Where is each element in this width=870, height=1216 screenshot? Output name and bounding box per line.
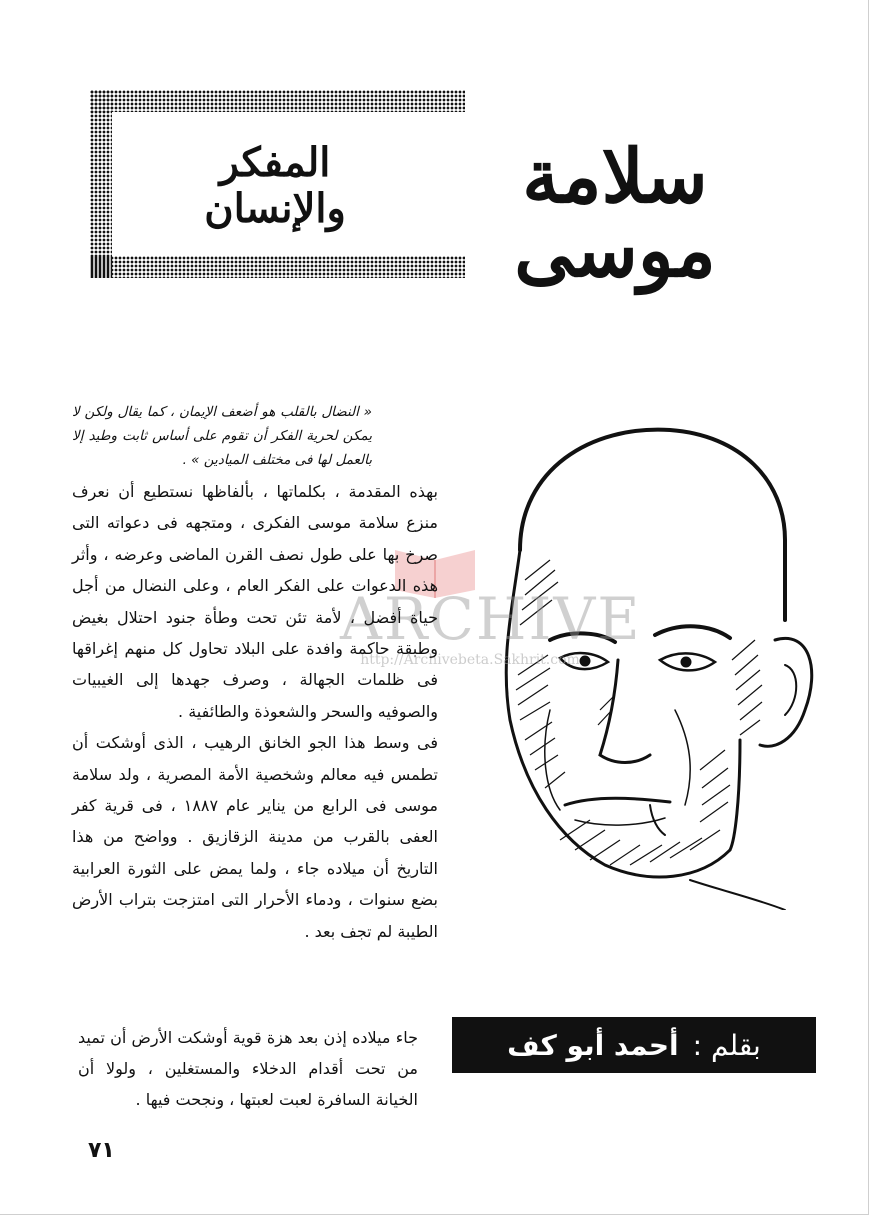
byline-label: بقلم : [692, 1028, 761, 1062]
opening-quote: « النضال بالقلب هو أضعف الإيمان ، كما يقال ولكن لا يمكن لحرية الفكر أن تقوم على أساس ثابت وطيد إلا بالعمل لها فى مختلف الميادين » . [72, 404, 372, 468]
byline-author: أحمد أبو كف [507, 1028, 679, 1062]
title-frame-bottom [90, 256, 465, 278]
subtitle-line-2: والإنسان [204, 185, 346, 232]
watermark-word: ARCHIVE [340, 585, 642, 653]
subtitle-line-1: المفكر [219, 139, 331, 186]
body-paragraph-1: بهذه المقدمة ، بكلماتها ، بألفاظها نستطيع أن نعرف منزع سلامة موسى الفكرى ، ومتجهه فى دعواته التى صرخ بها على طول نصف القرن الماضى وعرضه ، وأثر هذه الدعوات على الفكر العام ، وعلى النضال من أجل حياة أفضل ، لأمة تئن تحت وطأة جنود احتلال بغيض وطبقة حاكمة وافدة على البلاد تحاول كل منهم إغراقها فى ظلمات الجهالة ، وصرف جهدها إلى الغيبيات والصوفيه والسحر والشعوذة والطائفية . [72, 482, 438, 721]
article-body-continued [78, 1022, 418, 1115]
article-title: سلامة موسى [514, 134, 716, 294]
byline-banner [452, 1017, 816, 1073]
title-frame-top [90, 90, 465, 112]
body-paragraph-3: جاء ميلاده إذن بعد هزة قوية أوشكت الأرض أن تميد من تحت أقدام الدخلاء والمستغلين ، ولولا أن الخيانة السافرة لعبت لعبتها ، ونجحت فيها . [78, 1028, 418, 1109]
page-number: ٧١ [88, 1138, 115, 1163]
body-paragraph-2: فى وسط هذا الجو الخانق الرهيب ، الذى أوشكت أن تطمس فيه معالم وشخصية الأمة المصرية ، ولد سلامة موسى فى الرابع من يناير عام ١٨٨٧ ، فى قرية كفر العفى بالقرب من مدينة الزقازيق . وواضح من هذا التاريخ أن ميلاده جاء ، ولما يمض على الثورة العرابية بضع سنوات ، ودماء الأحرار التى امتزجت بتراب الأرض الطيبة لم تجف بعد . [72, 733, 439, 941]
article-subtitle [170, 140, 380, 232]
title-frame-left [90, 90, 112, 278]
watermark-url: http://Archivebeta.Sakhrit.com [360, 652, 580, 668]
portrait-sketch [440, 410, 820, 910]
article-body [72, 476, 438, 947]
